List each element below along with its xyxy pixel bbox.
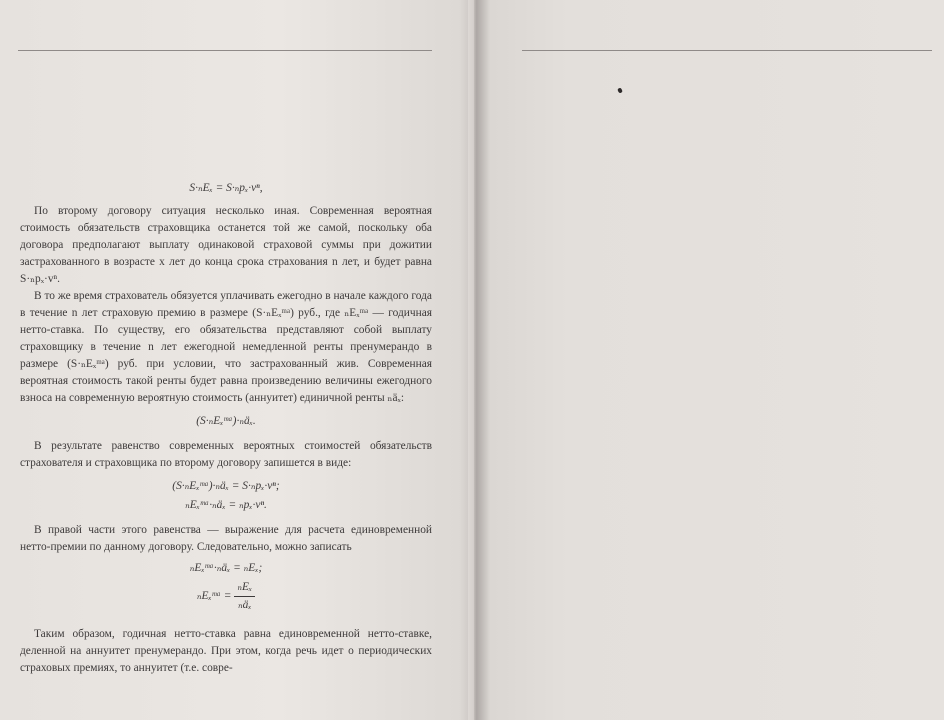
paragraph-2: В то же время страхователь обязуется уплачивать ежегодно в начале каждого года в течение n лет страховую премию в размере (S·ₙEₓᵐᵃ) руб., где ₙEₓᵐᵃ — годичная нетто-ставка. По существу, его обязательства представляют собой выплату страховщику в течение n лет ежегодной немедленной ренты пренумерандо в размере (S·ₙEₓᵐᵃ) руб. при условии, что застрахованный жив. Современная вероятная стоимость такой ренты будет равна произведению величины ежегодного взноса на современную вероятную стоимость (аннуитет) единичной ренты ₙäₓ: bbox=[20, 290, 432, 404]
formula-3b: ₙEₓᵐᵃ·ₙäₓ = ₙpₓ·vⁿ. bbox=[185, 499, 267, 511]
right-page-blank bbox=[474, 0, 944, 720]
formula-4b-fraction bbox=[234, 579, 255, 614]
formula-1: S·ₙEₓ = S·ₙpₓ·vⁿ, bbox=[189, 182, 263, 194]
paragraph-5: Таким образом, годичная нетто-ставка равна единовременной нетто-ставке, деленной на аннуитет пренумерандо. При этом, когда речь идет о периодических страховых премиях, то аннуитет (т.е. совре- bbox=[20, 628, 432, 674]
formula-4b-lhs: ₙEₓᵐᵃ = bbox=[196, 590, 232, 603]
paragraph-4: В правой части этого равенства — выражение для расчета единовременной нетто-премии по данному договору. Следовательно, можно записать bbox=[20, 524, 432, 553]
book-gutter bbox=[460, 0, 490, 720]
formula-3a: (S·ₙEₓᵐᵃ)·ₙäₓ = S·ₙpₓ·vⁿ; bbox=[172, 480, 280, 492]
right-header-rule bbox=[522, 50, 932, 51]
formula-4a: ₙEₓᵐᵃ·ₙäₓ = ₙEₓ; bbox=[189, 562, 263, 574]
formula-4b-numerator: ₙEₓ bbox=[234, 579, 255, 597]
formula-4b bbox=[20, 579, 432, 614]
left-page-text bbox=[20, 203, 432, 677]
formula-4b-denominator: ₙäₓ bbox=[237, 599, 252, 611]
paragraph-3: В результате равенство современных вероятных стоимостей обязательств страхователя и страховщика по второму договору запишется в виде: bbox=[20, 440, 432, 469]
paragraph-1: По второму договору ситуация несколько иная. Современная вероятная стоимость обязательств страховщика останется той же самой, поскольку оба договора предполагают выплату одинаковой страховой суммы при дожитии застрахованного в возрасте x лет до конца срока страхования n лет, и будет равна S·ₙpₓ·vⁿ. bbox=[20, 205, 432, 285]
left-header-rule bbox=[18, 50, 432, 51]
formula-2: (S·ₙEₓᵐᵃ)·ₙäₓ. bbox=[196, 415, 256, 427]
